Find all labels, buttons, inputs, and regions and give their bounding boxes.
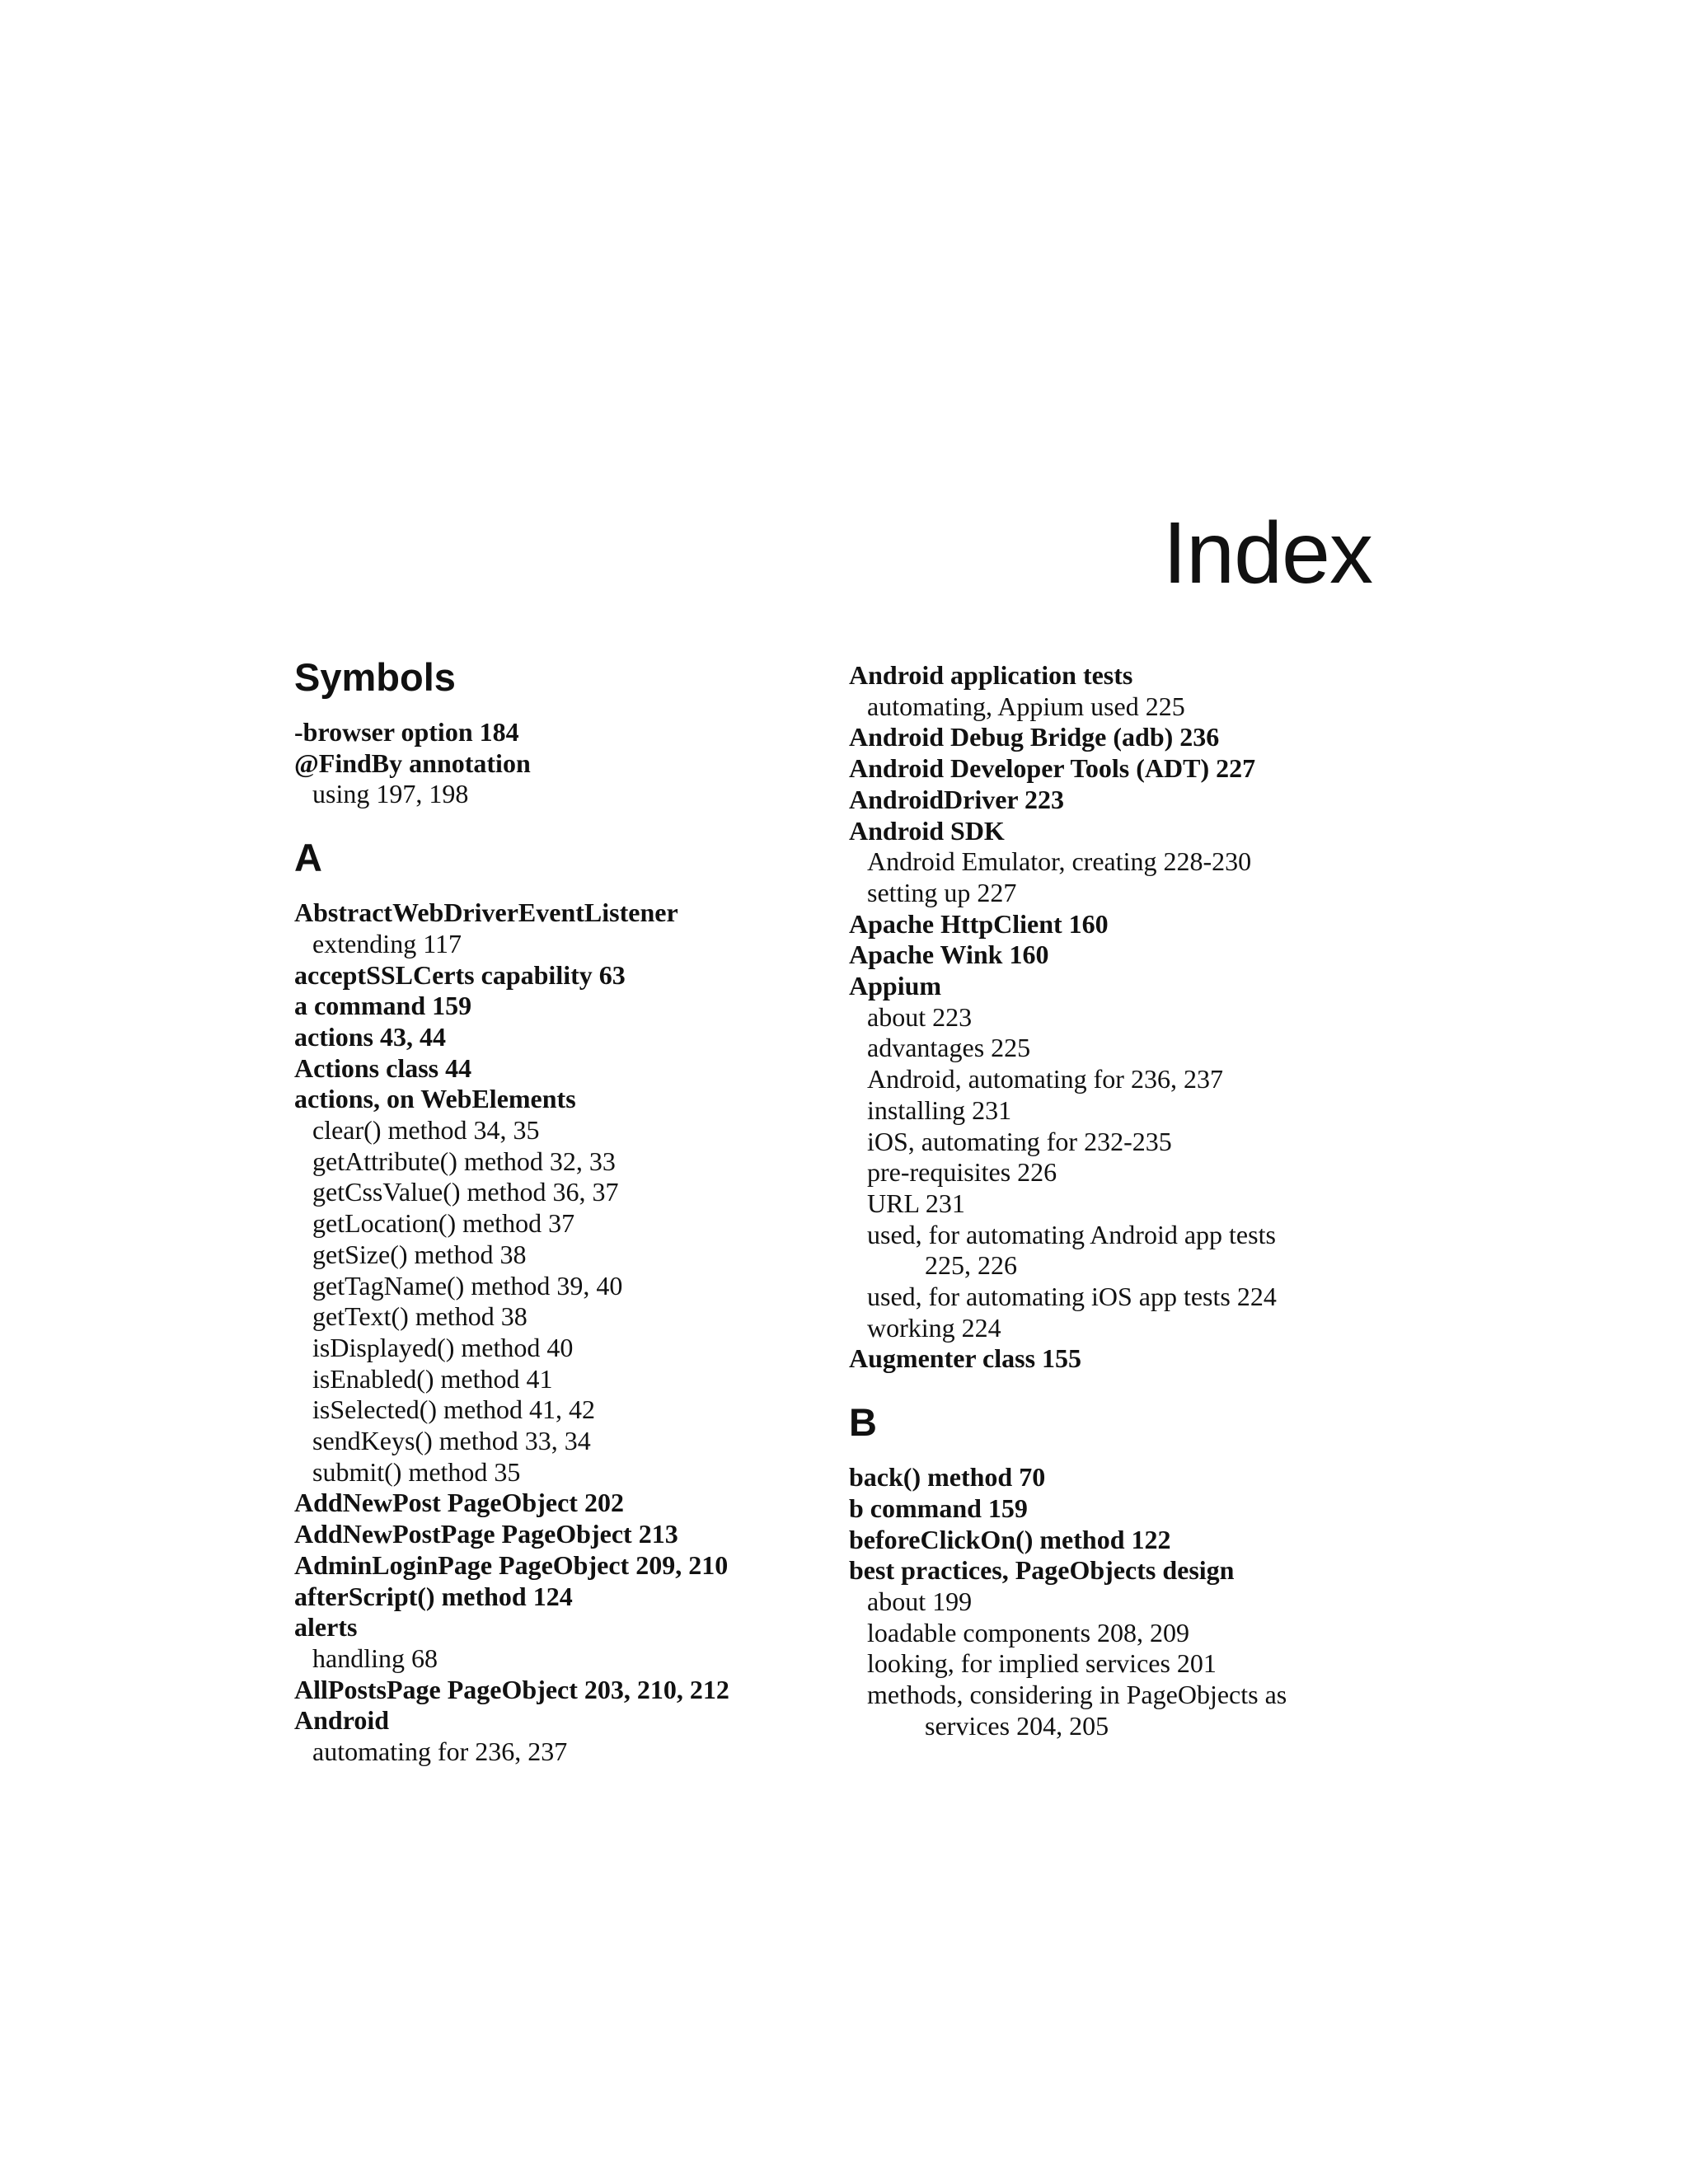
index-subentry: pre-requisites 226 (867, 1157, 1057, 1188)
index-subentry: URL 231 (867, 1188, 965, 1218)
index-entry: -browser option 184 (294, 717, 519, 747)
index-subentry: submit() method 35 (312, 1456, 521, 1487)
index-subentry: extending 117 (312, 928, 462, 958)
index-subentry: isDisplayed() method 40 (312, 1332, 574, 1362)
index-entry: Apache HttpClient 160 (849, 908, 1109, 939)
index-entry: AndroidDriver 223 (849, 784, 1065, 814)
index-entry: AddNewPost PageObject 202 (294, 1488, 624, 1518)
index-subentry: using 197, 198 (312, 779, 469, 809)
index-subentry: getText() method 38 (312, 1301, 528, 1332)
index-subentry: methods, considering in PageObjects as (867, 1680, 1287, 1710)
index-subentry: getTagName() method 39, 40 (312, 1270, 623, 1301)
index-entry: Android Debug Bridge (adb) 236 (849, 722, 1220, 752)
index-subentry: getSize() method 38 (312, 1239, 527, 1269)
index-subentry: looking, for implied services 201 (867, 1648, 1217, 1679)
index-subentry: isSelected() method 41, 42 (312, 1394, 596, 1425)
index-column-right (849, 660, 1376, 1742)
index-column-left (294, 656, 822, 1768)
index-entry: Android (294, 1705, 390, 1736)
index-entry: Android application tests (849, 660, 1133, 690)
index-entry: acceptSSLCerts capability 63 (294, 959, 626, 990)
index-entry: actions, on WebElements (294, 1084, 576, 1114)
index-entry: afterScript() method 124 (294, 1581, 573, 1611)
index-entry: AllPostsPage PageObject 203, 210, 212 (294, 1674, 729, 1704)
index-subentry: Android Emulator, creating 228-230 (867, 846, 1252, 877)
index-subentry: getAttribute() method 32, 33 (312, 1146, 616, 1176)
index-subentry: Android, automating for 236, 237 (867, 1064, 1223, 1094)
section-heading: B (849, 1400, 877, 1445)
index-entry: AbstractWebDriverEventListener (294, 898, 678, 928)
section-heading: Symbols (294, 655, 456, 699)
index-entry: alerts (294, 1612, 358, 1643)
index-subentry: clear() method 34, 35 (312, 1115, 540, 1146)
index-subentry: used, for automating iOS app tests 224 (867, 1282, 1277, 1312)
index-entry: b command 159 (849, 1493, 1028, 1523)
index-entry: best practices, PageObjects design (849, 1555, 1235, 1586)
index-subentry: setting up 227 (867, 877, 1017, 907)
index-subentry: getCssValue() method 36, 37 (312, 1177, 619, 1207)
index-subentry: automating for 236, 237 (312, 1736, 568, 1767)
index-subentry: used, for automating Android app tests (867, 1219, 1276, 1249)
section-heading: A (294, 836, 322, 880)
index-entry: Apache Wink 160 (849, 940, 1049, 970)
index-entry: Android SDK (849, 815, 1005, 846)
index-subentry: working 224 (867, 1312, 1001, 1343)
index-entry: back() method 70 (849, 1462, 1046, 1493)
index-entry: Augmenter class 155 (849, 1343, 1082, 1374)
index-entry: AddNewPostPage PageObject 213 (294, 1519, 678, 1549)
index-subentry: about 199 (867, 1586, 973, 1616)
index-subentry: loadable components 208, 209 (867, 1617, 1190, 1647)
index-subentry: isEnabled() method 41 (312, 1363, 553, 1394)
index-entry: beforeClickOn() method 122 (849, 1524, 1171, 1554)
index-entry: @FindBy annotation (294, 748, 531, 778)
index-entry: Appium (849, 971, 942, 1001)
index-subentry: automating, Appium used 225 (867, 691, 1185, 721)
index-subentry-continuation: 225, 226 (925, 1250, 1017, 1281)
index-entry: AdminLoginPage PageObject 209, 210 (294, 1549, 729, 1580)
index-subentry: iOS, automating for 232-235 (867, 1126, 1172, 1156)
index-subentry: about 223 (867, 1001, 973, 1032)
index-subentry: handling 68 (312, 1643, 438, 1673)
index-subentry: advantages 225 (867, 1033, 1031, 1063)
index-entry: actions 43, 44 (294, 1021, 446, 1052)
page-title: Index (1162, 504, 1372, 602)
index-subentry-continuation: services 204, 205 (925, 1710, 1109, 1741)
index-entry: a command 159 (294, 991, 472, 1021)
index-entry: Actions class 44 (294, 1052, 472, 1083)
index-subentry: installing 231 (867, 1094, 1012, 1125)
index-subentry: getLocation() method 37 (312, 1208, 575, 1239)
index-subentry: sendKeys() method 33, 34 (312, 1426, 591, 1456)
index-entry: Android Developer Tools (ADT) 227 (849, 753, 1256, 784)
